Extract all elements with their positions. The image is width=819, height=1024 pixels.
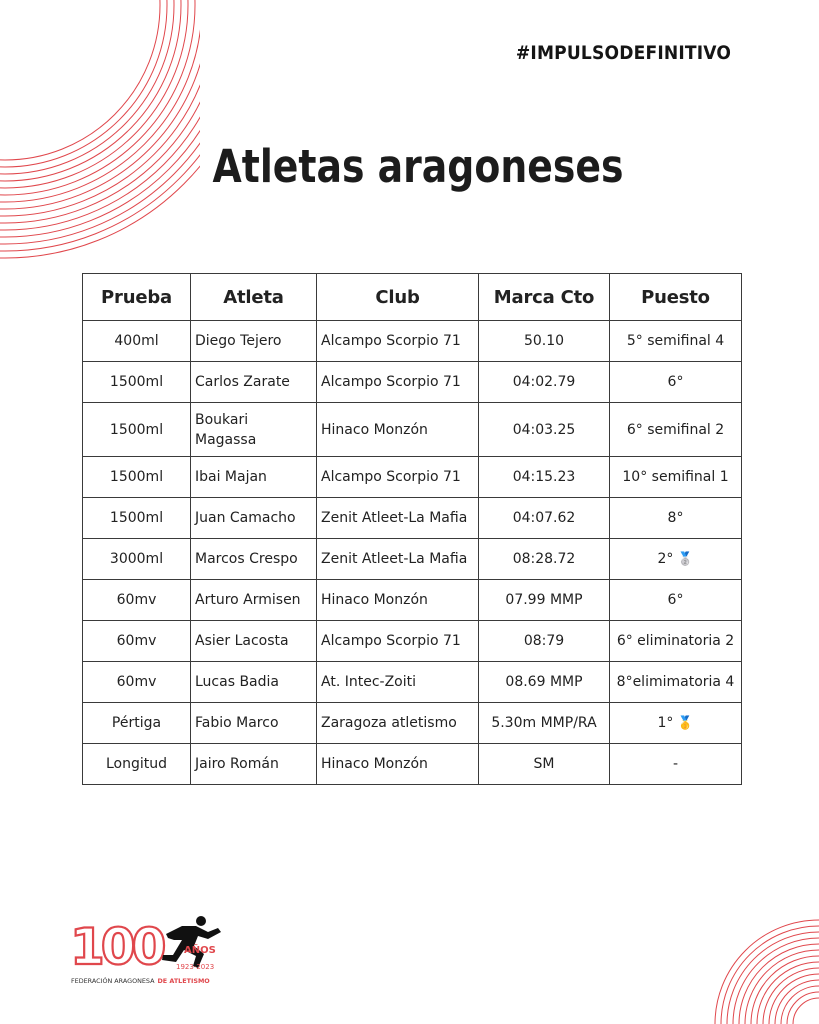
cell-puesto: 6° eliminatoria 2 <box>610 621 742 662</box>
arc-line-10 <box>733 938 819 1024</box>
cell-puesto <box>610 703 742 744</box>
table-row <box>83 321 742 362</box>
cell-atleta: Diego Tejero <box>191 321 317 362</box>
table-row <box>83 662 742 703</box>
column-header-puesto: Puesto <box>610 274 742 321</box>
cell-marca: 08.69 MMP <box>479 662 610 703</box>
cell-puesto: - <box>610 744 742 785</box>
cell-atleta: Jairo Román <box>191 744 317 785</box>
table-row <box>83 498 742 539</box>
cell-prueba: 1500ml <box>83 403 191 457</box>
cell-puesto: 6° <box>610 580 742 621</box>
cell-prueba: 1500ml <box>83 498 191 539</box>
cell-atleta: Ibai Majan <box>191 457 317 498</box>
arc-line-2 <box>781 986 819 1024</box>
table-row <box>83 457 742 498</box>
runner-silhouette-icon <box>162 916 221 968</box>
cell-puesto: 8°elimimatoria 4 <box>610 662 742 703</box>
cell-atleta: Fabio Marco <box>191 703 317 744</box>
arc-line-3 <box>775 980 819 1024</box>
cell-marca: 07.99 MMP <box>479 580 610 621</box>
cell-puesto: 6° semifinal 2 <box>610 403 742 457</box>
table-row <box>83 580 742 621</box>
arc-line-14 <box>0 0 200 258</box>
cell-club: Alcampo Scorpio 71 <box>317 457 479 498</box>
results-table <box>82 273 742 785</box>
cell-marca: 04:02.79 <box>479 362 610 403</box>
cell-club: At. Intec-Zoiti <box>317 662 479 703</box>
silver-medal-icon: 🥈 <box>677 551 694 567</box>
arc-line-11 <box>0 0 200 237</box>
cell-puesto: 8° <box>610 498 742 539</box>
column-header-prueba: Prueba <box>83 274 191 321</box>
cell-marca: SM <box>479 744 610 785</box>
table-row <box>83 539 742 580</box>
cell-club: Alcampo Scorpio 71 <box>317 321 479 362</box>
arc-line-7 <box>751 956 819 1024</box>
cell-prueba: Longitud <box>83 744 191 785</box>
cell-club: Alcampo Scorpio 71 <box>317 362 479 403</box>
cell-atleta: Juan Camacho <box>191 498 317 539</box>
arc-line-10 <box>0 0 200 230</box>
cell-puesto-value: 1° <box>657 714 674 731</box>
cell-club: Hinaco Monzón <box>317 403 479 457</box>
cell-prueba: 400ml <box>83 321 191 362</box>
federation-logo <box>70 912 230 992</box>
arc-line-13 <box>715 920 819 1024</box>
column-header-marca: Marca Cto <box>479 274 610 321</box>
table-header-row <box>83 274 742 321</box>
cell-marca: 04:07.62 <box>479 498 610 539</box>
cell-puesto-value: 2° <box>657 550 674 567</box>
cell-prueba: 3000ml <box>83 539 191 580</box>
arc-line-12 <box>721 926 819 1024</box>
arc-line-5 <box>763 968 819 1024</box>
logo-years: 1923-2023 <box>176 963 215 971</box>
arc-line-13 <box>0 0 200 251</box>
cell-prueba: 60mv <box>83 621 191 662</box>
arc-line-12 <box>0 0 200 244</box>
cell-marca: 5.30m MMP/RA <box>479 703 610 744</box>
cell-atleta: Marcos Crespo <box>191 539 317 580</box>
cell-puesto: 6° <box>610 362 742 403</box>
cell-marca: 50.10 <box>479 321 610 362</box>
table-row <box>83 744 742 785</box>
cell-atleta: Asier Lacosta <box>191 621 317 662</box>
page-title: Atletas aragoneses <box>212 140 624 193</box>
table-row <box>83 362 742 403</box>
cell-marca: 04:15.23 <box>479 457 610 498</box>
arc-line-0 <box>0 0 160 160</box>
cell-prueba: 1500ml <box>83 457 191 498</box>
cell-puesto: 10° semifinal 1 <box>610 457 742 498</box>
logo-federation: FEDERACIÓN ARAGONESA DE ATLETISMO <box>71 977 210 985</box>
table-row <box>83 621 742 662</box>
arc-line-1 <box>787 992 819 1024</box>
logo-anos: AÑOS <box>184 945 216 956</box>
cell-club: Alcampo Scorpio 71 <box>317 621 479 662</box>
cell-puesto <box>610 539 742 580</box>
cell-prueba: 60mv <box>83 580 191 621</box>
cell-prueba: Pértiga <box>83 703 191 744</box>
column-header-club: Club <box>317 274 479 321</box>
cell-club: Zenit Atleet-La Mafia <box>317 498 479 539</box>
arc-line-9 <box>739 944 819 1024</box>
cell-atleta: Boukari Magassa <box>191 403 317 457</box>
cell-prueba: 60mv <box>83 662 191 703</box>
logo-number: 100 <box>70 918 163 976</box>
decorative-arcs-bottom-right <box>700 918 819 1024</box>
decorative-arcs-top-left <box>0 0 200 270</box>
arc-line-4 <box>769 974 819 1024</box>
arc-line-6 <box>757 962 819 1024</box>
hashtag: #IMPULSODEFINITIVO <box>515 42 731 64</box>
cell-marca: 04:03.25 <box>479 403 610 457</box>
cell-club: Hinaco Monzón <box>317 744 479 785</box>
table-row <box>83 703 742 744</box>
cell-club: Zaragoza atletismo <box>317 703 479 744</box>
gold-medal-icon: 🥇 <box>677 715 694 731</box>
cell-club: Hinaco Monzón <box>317 580 479 621</box>
cell-marca: 08:28.72 <box>479 539 610 580</box>
cell-atleta: Arturo Armisen <box>191 580 317 621</box>
table-row <box>83 403 742 457</box>
cell-puesto: 5° semifinal 4 <box>610 321 742 362</box>
arc-line-11 <box>727 932 819 1024</box>
cell-club: Zenit Atleet-La Mafia <box>317 539 479 580</box>
cell-prueba: 1500ml <box>83 362 191 403</box>
cell-atleta: Lucas Badia <box>191 662 317 703</box>
cell-atleta: Carlos Zarate <box>191 362 317 403</box>
arc-line-8 <box>745 950 819 1024</box>
column-header-atleta: Atleta <box>191 274 317 321</box>
cell-marca: 08:79 <box>479 621 610 662</box>
arc-line-0 <box>793 998 819 1024</box>
